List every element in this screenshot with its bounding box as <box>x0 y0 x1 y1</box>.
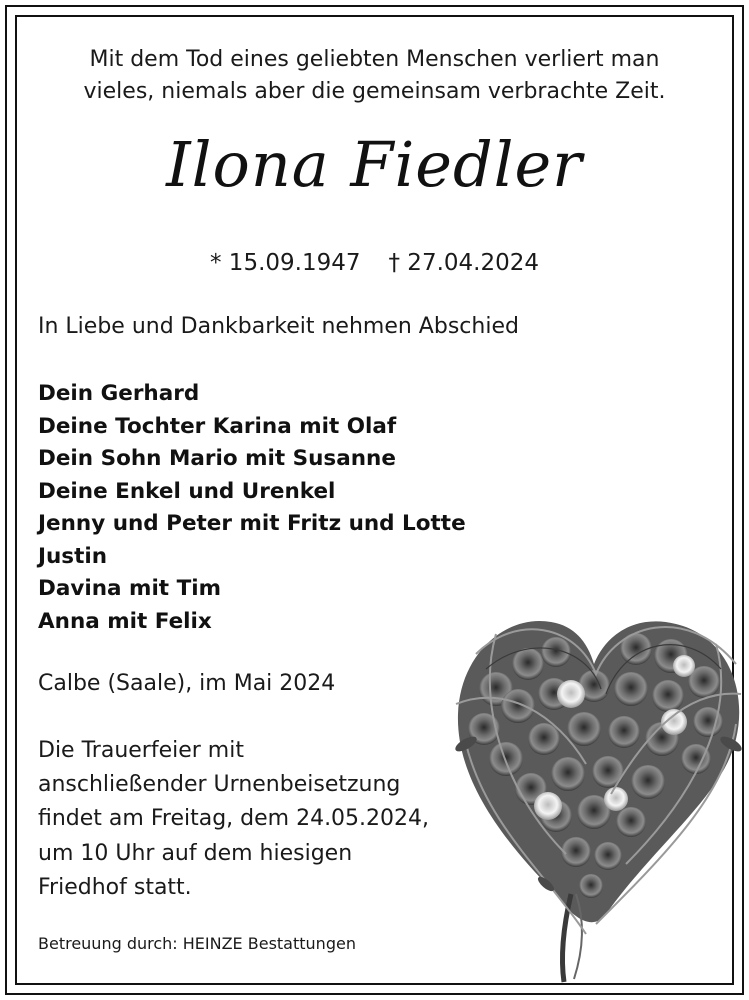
farewell-intro: In Liebe und Dankbarkeit nehmen Abschied <box>38 314 519 339</box>
memorial-quote <box>20 44 729 108</box>
quote-line-1: Mit dem Tod eines geliebten Menschen verliert man <box>89 47 660 72</box>
mourner-item: Justin <box>38 543 108 569</box>
funeral-home-credit: Betreuung durch: HEINZE Bestattungen <box>38 934 356 953</box>
service-line: Friedhof statt. <box>38 874 192 900</box>
service-line: anschließender Urnenbeisetzung <box>38 772 401 798</box>
mourners-list <box>38 378 466 638</box>
quote-line-2: vieles, niemals aber die gemeinsam verbrachte Zeit. <box>83 79 666 104</box>
mourner-item: Deine Tochter Karina mit Olaf <box>38 413 397 439</box>
flower-heart-wreath-icon <box>436 594 748 984</box>
mourner-item: Jenny und Peter mit Fritz und Lotte <box>38 511 466 536</box>
life-dates <box>20 250 729 276</box>
mourner-item: Anna mit Felix <box>38 608 212 634</box>
mourner-item: Deine Enkel und Urenkel <box>38 478 336 504</box>
funeral-service-notice <box>38 734 429 905</box>
deceased-name: Ilona Fiedler <box>166 128 583 201</box>
service-line: Die Trauerfeier mit <box>38 738 244 763</box>
mourner-item: Davina mit Tim <box>38 576 222 601</box>
death-date: † 27.04.2024 <box>388 250 539 276</box>
place-and-date: Calbe (Saale), im Mai 2024 <box>38 671 336 696</box>
birth-date: * 15.09.1947 <box>210 250 361 276</box>
mourner-item: Dein Sohn Mario mit Susanne <box>38 446 396 471</box>
mourner-item: Dein Gerhard <box>38 381 200 406</box>
service-line: findet am Freitag, dem 24.05.2024, <box>38 806 430 832</box>
service-line: um 10 Uhr auf dem hiesigen <box>38 840 353 866</box>
